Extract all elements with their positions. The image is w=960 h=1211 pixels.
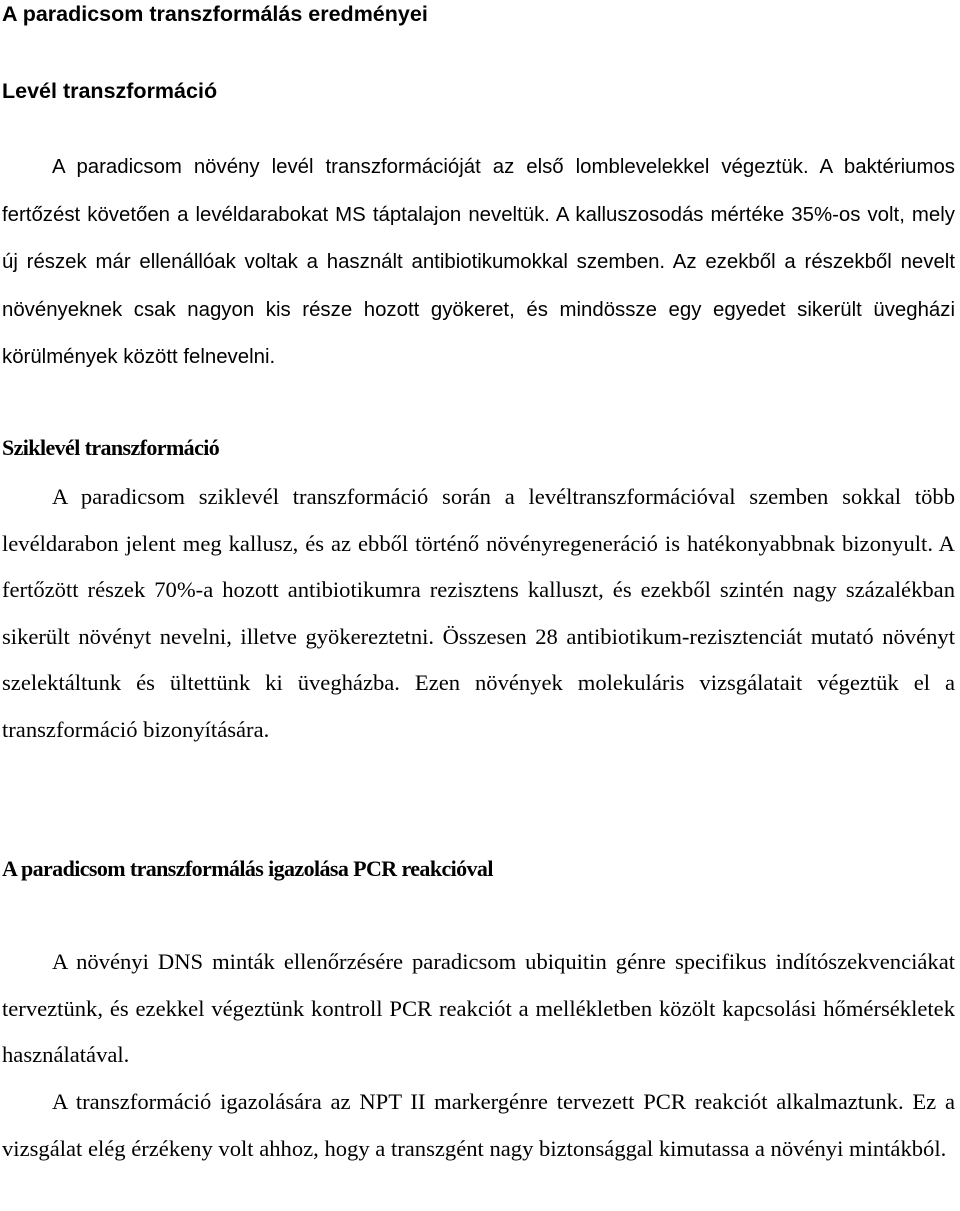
section-title-pcr-verification: A paradicsom transzformálás igazolása PCR reakcióval: [2, 856, 493, 881]
paragraph-leaf-transformation: A paradicsom növény levél transzformációját az első lomblevelekkel végeztük. A baktériumos fertőzést követően a levéldarabokat MS táptalajon neveltük. A kalluszosodás mértéke 35%-os volt, mely új részek már ellenállóak voltak a használt antibiotikumokkal szemben. Az ezekből a részekből nevelt növényeknek csak nagyon kis része hozott gyökeret, és mindössze egy egyedet sikerült üvegházi körülmények között felnevelni.: [2, 156, 955, 368]
subsection-title-leaf-transformation: Levél transzformáció: [2, 79, 218, 103]
subsection-title-cotyledon-transformation: Sziklevél transzformáció: [2, 435, 220, 460]
paragraph-pcr-npt: A transzformáció igazolására az NPT II markergénre tervezett PCR reakciót alkalmaztunk. Ez a vizsgálat elég érzékeny volt ahhoz, hogy a transzgént nagy biztonsággal kimutassa a növényi mintákból.: [2, 1089, 955, 1161]
paragraph-pcr-control: A növényi DNS minták ellenőrzésére paradicsom ubiquitin génre specifikus indítószekvenciákat terveztünk, és ezekkel végeztünk kontroll PCR reakciót a mellékletben közölt kapcsolási hőmérsékletek használatával.: [2, 949, 955, 1068]
section-title-results: A paradicsom transzformálás eredményei: [2, 2, 428, 26]
paragraph-cotyledon-transformation: A paradicsom sziklevél transzformáció során a levéltranszformációval szemben sokkal több levéldarabon jelent meg kallusz, és az ebből történő növényregeneráció is hatékonyabbnak bizonyult. A fertőzött részek 70%-a hozott antibiotikumra rezisztens kalluszt, és ezekből szintén nagy százalékban sikerült növényt nevelni, illetve gyökereztetni. Összesen 28 antibiotikum-rezisztenciát mutató növényt szelektáltunk és ültettünk ki üvegházba. Ezen növények molekuláris vizsgálatait végeztük el a transzformáció bizonyítására.: [2, 484, 955, 742]
